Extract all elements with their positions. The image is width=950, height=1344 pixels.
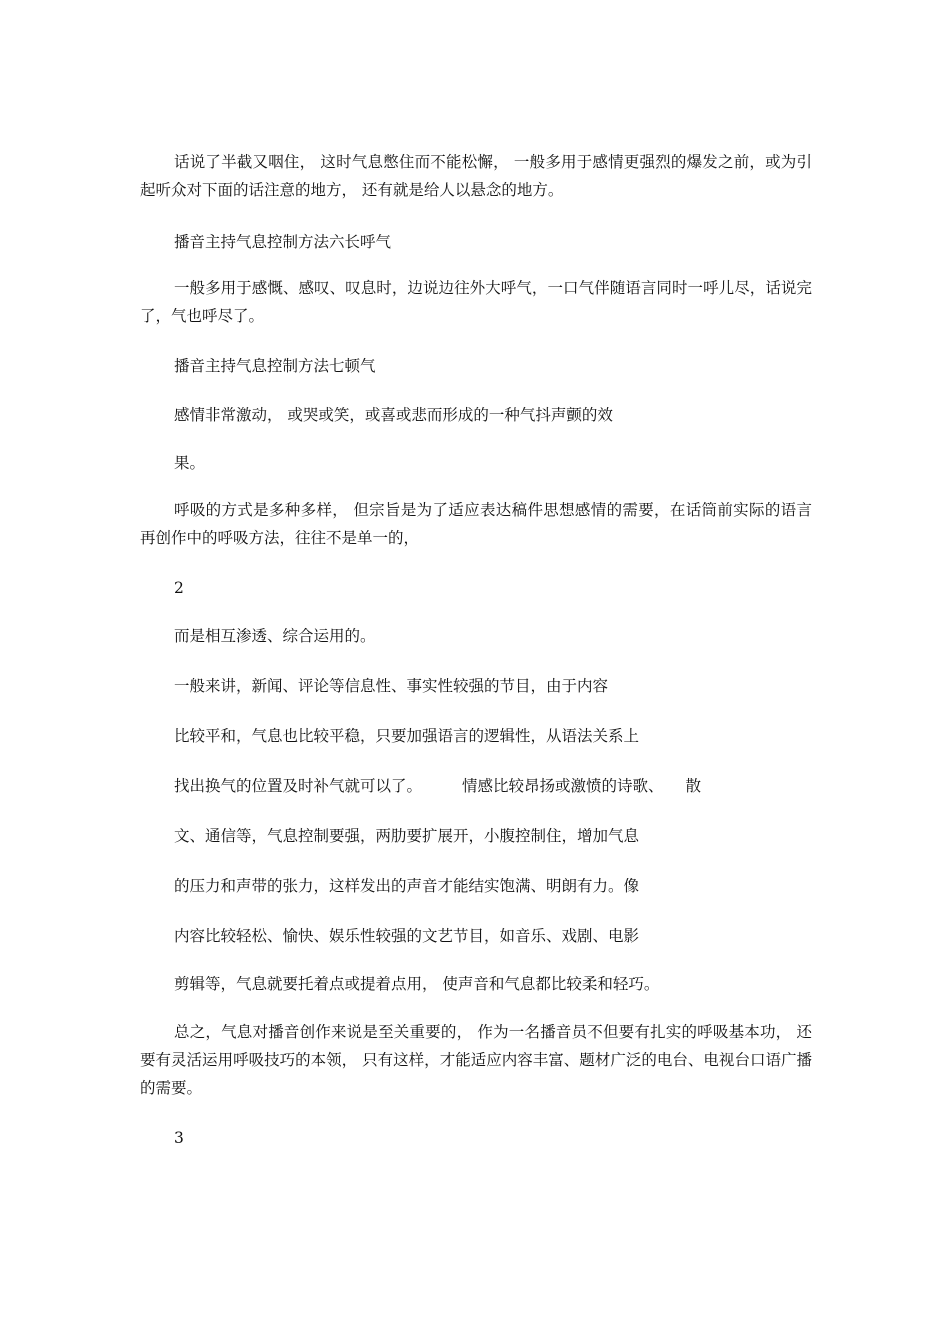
paragraph-held-breath: 话说了半截又咽住， 这时气息憋住而不能松懈， 一般多用于感情更强烈的爆发之前，或为引起听众对下面的话注意的地方， 还有就是给人以悬念的地方。 xyxy=(140,153,812,199)
text-segment: 情感比较昂扬或激愤的诗歌、 xyxy=(462,777,664,795)
text-segment: 散 xyxy=(685,777,702,795)
paragraph-breathing-methods: 呼吸的方式是多种多样， 但宗旨是为了适应表达稿件思想感情的需要，在话筒前实际的语言再创作中的呼吸方法，往往不是单一的， xyxy=(140,501,812,547)
heading-method-seven: 播音主持气息控制方法七顿气 xyxy=(174,357,376,375)
page-number: 3 xyxy=(174,1129,184,1147)
text-line: 比较平和，气息也比较平稳，只要加强语言的逻辑性，从语法关系上 xyxy=(174,727,640,745)
text-line: 而是相互渗透、综合运用的。 xyxy=(174,627,376,645)
text-line xyxy=(174,776,701,796)
text-line: 的压力和声带的张力，这样发出的声音才能结实饱满、明朗有力。像 xyxy=(174,877,640,895)
paragraph-long-exhale: 一般多用于感慨、感叹、叹息时，边说边往外大呼气，一口气伴随语言同时一呼儿尽，话说完了，气也呼尽了。 xyxy=(140,279,812,325)
text-line: 文、通信等，气息控制要强，两肋要扩展开，小腹控制住，增加气息 xyxy=(174,827,640,845)
page-number: 2 xyxy=(174,579,184,597)
paragraph-pause-line2: 果。 xyxy=(174,454,206,472)
paragraph-conclusion: 总之，气息对播音创作来说是至关重要的， 作为一名播音员不但要有扎实的呼吸基本功， 还要有灵活运用呼吸技巧的本领， 只有这样，才能适应内容丰富、题材广泛的电台、电视台口语广播的需要。 xyxy=(140,1023,812,1097)
text-line: 一般来讲，新闻、评论等信息性、事实性较强的节目，由于内容 xyxy=(174,677,609,695)
heading-method-six: 播音主持气息控制方法六长呼气 xyxy=(174,233,392,251)
text-line: 剪辑等，气息就要托着点或提着点用， 使声音和气息都比较柔和轻巧。 xyxy=(174,975,660,993)
text-segment: 找出换气的位置及时补气就可以了。 xyxy=(174,777,423,795)
text-line: 内容比较轻松、愉快、娱乐性较强的文艺节目，如音乐、戏剧、电影 xyxy=(174,927,640,945)
paragraph-pause-line1: 感情非常激动， 或哭或笑，或喜或悲而形成的一种气抖声颤的效 xyxy=(174,406,613,424)
